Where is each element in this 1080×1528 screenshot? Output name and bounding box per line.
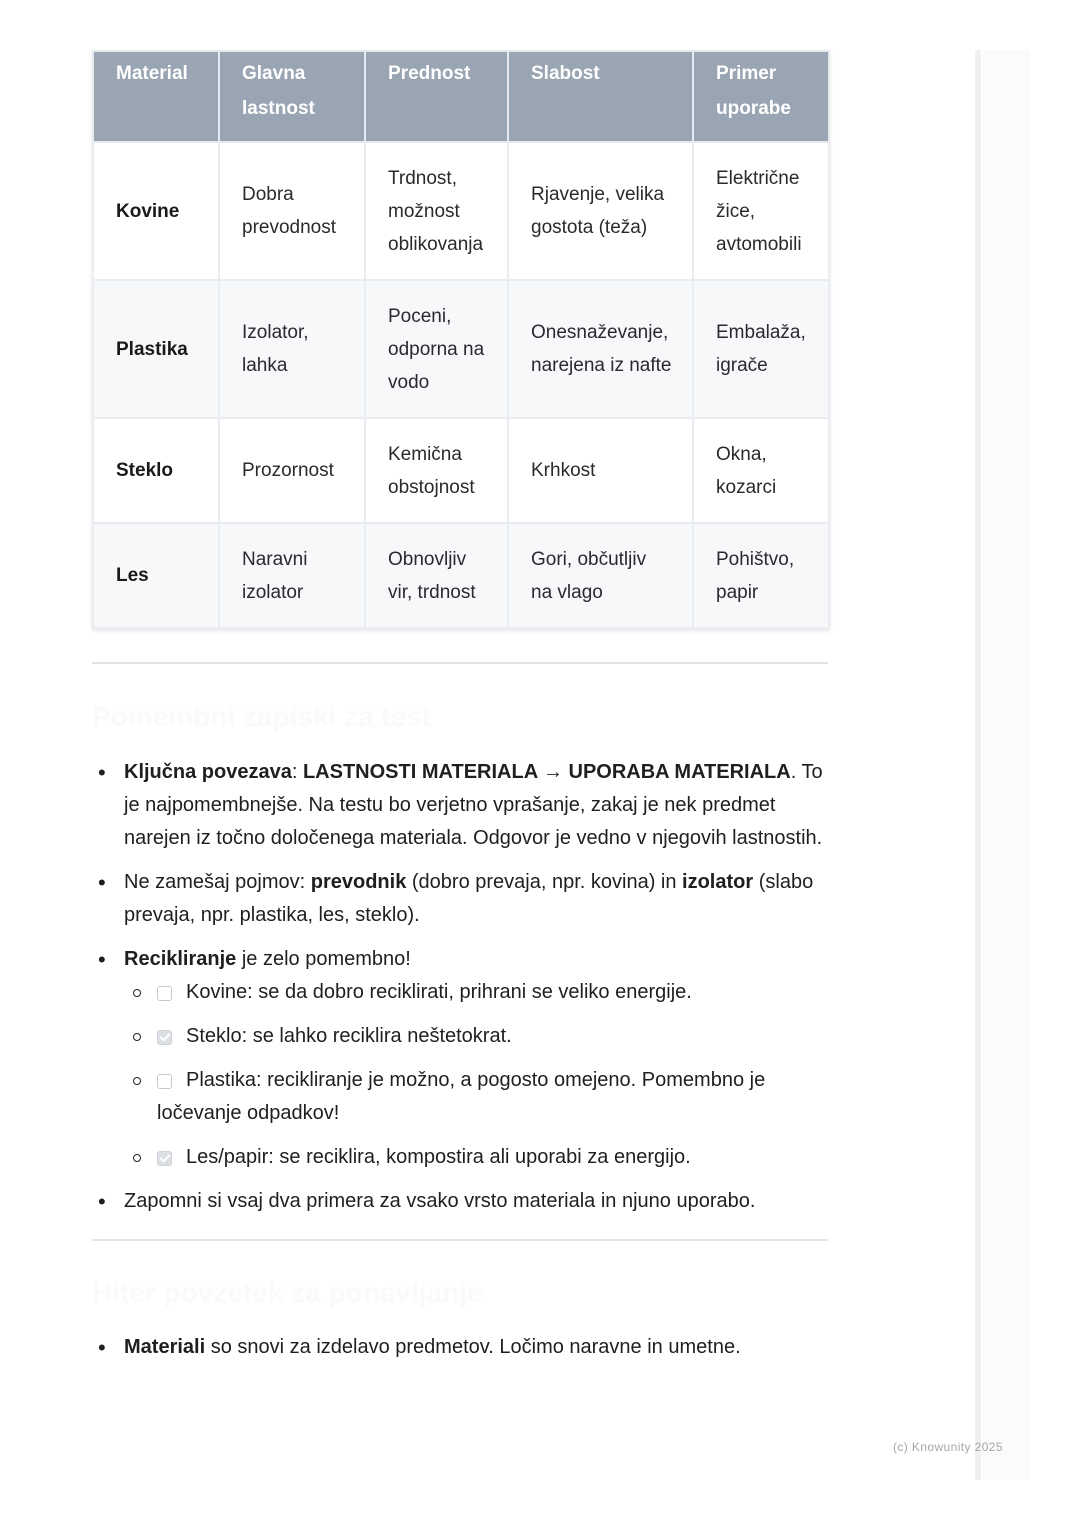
- term-insulator: izolator: [682, 871, 754, 893]
- key-connection-text: LASTNOSTI MATERIALA → UPORABA MATERIALA: [302, 761, 791, 783]
- divider: [92, 1239, 828, 1241]
- sidebar-rail: [975, 50, 981, 1480]
- divider: [92, 662, 828, 664]
- cell-advantage: Kemična obstojnost: [365, 418, 508, 523]
- summary-list: [92, 1331, 828, 1364]
- table-header-row: [93, 51, 829, 142]
- checklist-item-text: Plastika: recikliranje je možno, a pogosto omejeno. Pomembno je ločevanje odpadkov!: [157, 1069, 766, 1124]
- checklist-item-text: Steklo: se lahko reciklira neštetokrat.: [186, 1025, 512, 1047]
- recycling-checklist: [124, 976, 828, 1174]
- list-item: [92, 1331, 828, 1364]
- cell-example: Okna, kozarci: [693, 418, 829, 523]
- checkbox-checked[interactable]: [157, 1151, 172, 1166]
- checkbox[interactable]: [157, 1074, 172, 1089]
- cell-example: Električne žice, avtomobili: [693, 142, 829, 280]
- cell-property: Prozornost: [219, 418, 365, 523]
- checklist-item-text: Les/papir: se reciklira, kompostira ali uporabi za energijo.: [186, 1146, 691, 1168]
- checklist-item-text: Kovine: se da dobro reciklirati, prihrani se veliko energije.: [186, 981, 692, 1003]
- section-heading: Pomembni zapiski za test: [92, 701, 432, 732]
- checkbox-checked[interactable]: [157, 1030, 172, 1045]
- copyright-footer: (c) Knowunity 2025: [893, 1440, 1003, 1454]
- cell-material: Plastika: [93, 280, 219, 418]
- table-row: [93, 142, 829, 280]
- term-materials: Materiali: [124, 1336, 206, 1358]
- key-connection-label: Ključna povezava: [124, 761, 292, 783]
- list-item: [92, 943, 828, 1174]
- list-item-text: (slabo prevaja, npr. plastika, les, steklo).: [124, 871, 814, 926]
- cell-example: Pohištvo, papir: [693, 523, 829, 628]
- cell-property: Izolator, lahka: [219, 280, 365, 418]
- term-conductor: prevodnik: [310, 871, 407, 893]
- header-weakness: Slabost: [508, 51, 693, 142]
- section-heading: Hiter povzetek za ponavljanje: [92, 1277, 483, 1308]
- cell-weakness: Krhkost: [508, 418, 693, 523]
- cell-material: Kovine: [93, 142, 219, 280]
- cell-example: Embalaža, igrače: [693, 280, 829, 418]
- cell-advantage: Obnovljiv vir, trdnost: [365, 523, 508, 628]
- term-recycling: Recikliranje: [124, 948, 237, 970]
- cell-weakness: Rjavenje, velika gostota (teža): [508, 142, 693, 280]
- checklist-item: [124, 976, 828, 1009]
- list-item-text: . To je najpomembnejše. Na testu bo verjetno vprašanje, zakaj je nek predmet narejen iz točno določenega materiala. Odgovor je vedno v njegovih lastnostih.: [124, 761, 823, 849]
- list-item: [92, 866, 828, 932]
- header-main-property: Glavna lastnost: [219, 51, 365, 142]
- list-item: [92, 756, 828, 855]
- list-item-text: Zapomni si vsaj dva primera za vsako vrsto materiala in njuno uporabo.: [124, 1190, 756, 1212]
- list-item: [92, 1185, 828, 1218]
- cell-advantage: Trdnost, možnost oblikovanja: [365, 142, 508, 280]
- list-item-text: (dobro prevaja, npr. kovina) in: [406, 871, 683, 893]
- cell-weakness: Onesnaževanje, narejena iz nafte: [508, 280, 693, 418]
- header-advantage: Prednost: [365, 51, 508, 142]
- cell-property: Dobra prevodnost: [219, 142, 365, 280]
- notes-list: [92, 756, 828, 1218]
- table-row: [93, 280, 829, 418]
- checklist-item: [124, 1020, 828, 1053]
- table-row: [93, 418, 829, 523]
- materials-table: [92, 50, 830, 629]
- header-material: Material: [93, 51, 219, 142]
- header-example: Primer uporabe: [693, 51, 829, 142]
- checklist-item: [124, 1064, 828, 1130]
- text-separator: :: [291, 761, 303, 783]
- list-item-text: Ne zamešaj pojmov:: [124, 871, 311, 893]
- cell-material: Steklo: [93, 418, 219, 523]
- checklist-item: [124, 1141, 828, 1174]
- cell-material: Les: [93, 523, 219, 628]
- cell-weakness: Gori, občutljiv na vlago: [508, 523, 693, 628]
- cell-property: Naravni izolator: [219, 523, 365, 628]
- table-row: [93, 523, 829, 628]
- checkbox[interactable]: [157, 986, 172, 1001]
- document-content: [92, 50, 828, 1375]
- cell-advantage: Poceni, odporna na vodo: [365, 280, 508, 418]
- list-item-text: je zelo pomembno!: [236, 948, 411, 970]
- list-item-text: so snovi za izdelavo predmetov. Ločimo naravne in umetne.: [205, 1336, 741, 1358]
- sidebar-panel: [982, 50, 1030, 1480]
